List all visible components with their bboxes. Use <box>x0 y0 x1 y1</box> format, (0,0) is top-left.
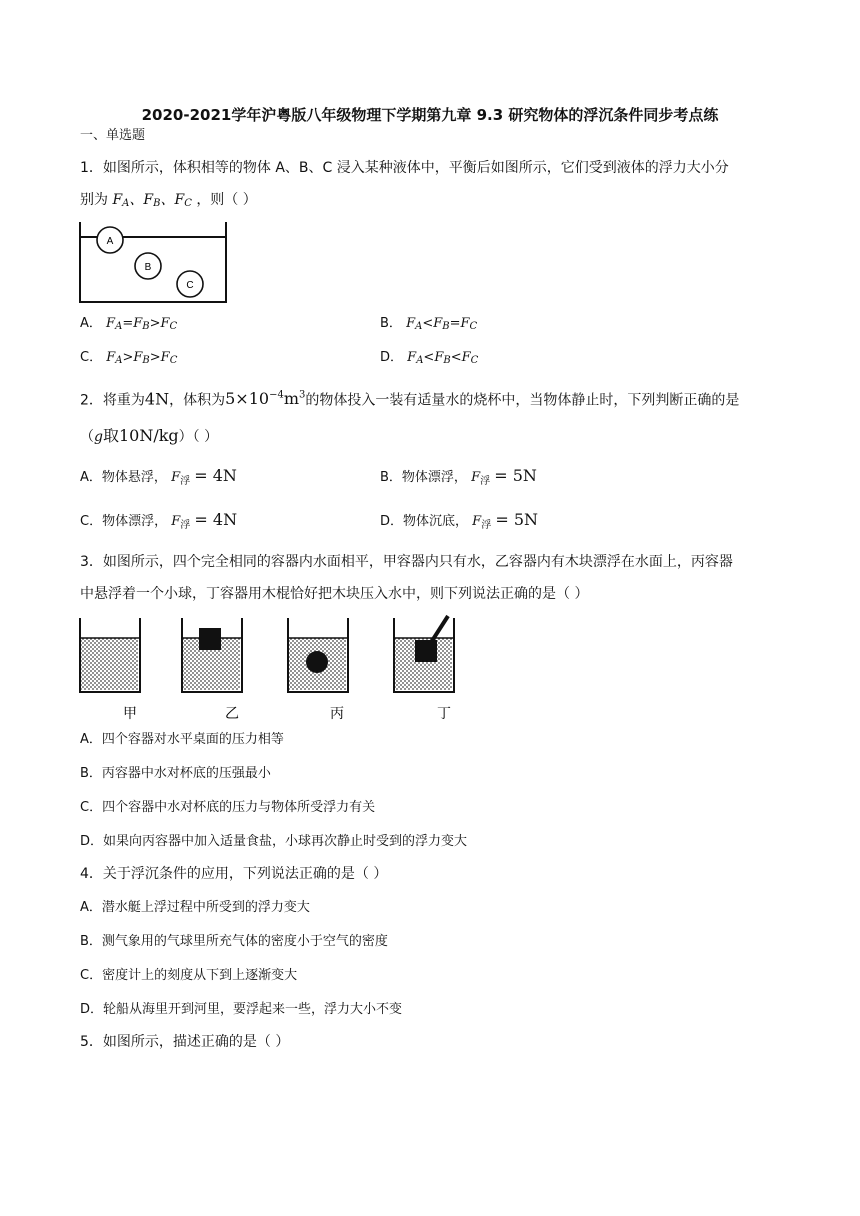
q2-stem-line2: （g取10N/kg）（ ） <box>80 426 219 445</box>
q1-option-b-letter: B． <box>380 316 402 331</box>
q3-option-d[interactable]: D．如果向丙容器中加入适量食盐，小球再次静止时受到的浮力变大 <box>80 834 468 849</box>
q1-option-b[interactable] <box>380 314 477 337</box>
q3-figure <box>76 612 476 724</box>
q4-stem: 4．关于浮沉条件的应用，下列说法正确的是（ ） <box>80 866 388 882</box>
q1-stem-prefix: 别为 <box>80 192 108 208</box>
q3-label-jia: 甲 <box>123 706 137 722</box>
q2-option-c[interactable]: C．物体漂浮， $F_浮 = 4N$ <box>80 510 238 531</box>
q4-option-c[interactable]: C．密度计上的刻度从下到上逐渐变大 <box>80 968 298 983</box>
q3-label-ding: 丁 <box>437 706 451 722</box>
q4-option-b[interactable]: B．测气象用的气球里所充气体的密度小于空气的密度 <box>80 934 388 949</box>
q2-option-a[interactable]: A．物体悬浮， $F_浮 = 4N$ <box>80 466 237 487</box>
q2-option-d[interactable]: D．物体沉底， $F_浮 = 5N$ <box>380 510 539 531</box>
q1-option-c-expr: $F_A>F_B>F_C$ <box>106 350 178 366</box>
section-heading: 一、单选题 <box>80 128 146 143</box>
q4-option-a[interactable]: A．潜水艇上浮过程中所受到的浮力变大 <box>80 900 310 915</box>
q2-weight: 4N <box>144 389 170 409</box>
q4-option-d[interactable]: D．轮船从海里开到河里，要浮起来一些，浮力大小不变 <box>80 1002 403 1017</box>
q2-mid: ，体积为 <box>169 392 226 409</box>
q1-label-b: B <box>144 262 152 273</box>
q1-figure <box>78 220 230 306</box>
q1-label-a: A <box>106 236 114 247</box>
q2-suffix: 的物体投入一装有适量水的烧杯中，当物体静止时，下列判断正确的是 <box>305 392 740 409</box>
q3-container-yi <box>182 618 242 692</box>
q1-option-c[interactable] <box>80 348 177 371</box>
q1-option-d[interactable] <box>380 348 478 371</box>
q1-option-b-expr: $F_A<F_B=F_C$ <box>406 316 478 332</box>
q3-wood-block-floating <box>199 628 221 650</box>
q2-option-c-force: $F_浮$ <box>171 514 191 531</box>
q1-stem-line2 <box>80 190 257 214</box>
page-title: 2020-2021学年沪粤版八年级物理下学期第九章 9.3 研究物体的浮沉条件同步考点练 <box>141 106 719 124</box>
q3-stem-line2: 中悬浮着一个小球，丁容器用木棍恰好把木块压入水中，则下列说法正确的是（ ） <box>80 586 589 602</box>
q3-stem-line1: 3．如图所示，四个完全相同的容器内水面相平，甲容器内只有水，乙容器内有木块漂浮在水面上，丙容器 <box>80 554 733 570</box>
q1-label-c: C <box>186 280 194 291</box>
q3-container-ding <box>394 616 454 692</box>
q2-option-a-force: $F_浮$ <box>171 470 191 487</box>
q5-stem: 5．如图所示，描述正确的是（ ） <box>80 1034 290 1050</box>
q2-prefix: 2．将重为 <box>80 392 145 409</box>
q2-g-symbol: g <box>94 429 103 445</box>
q3-container-jia <box>80 618 140 692</box>
q1-option-d-expr: $F_A<F_B<F_C$ <box>407 350 479 366</box>
q2-g-value: 取10N/kg <box>102 426 179 445</box>
q2-stem-line1 <box>80 386 739 410</box>
q1-option-a-expr: $F_A=F_B>F_C$ <box>106 316 178 332</box>
q3-option-a[interactable]: A．四个容器对水平桌面的压力相等 <box>80 732 284 747</box>
q1-force-list: $F_A$、$F_B$、$F_C$ <box>112 192 192 209</box>
q1-option-a[interactable] <box>80 314 177 337</box>
q1-stem-line1: 1．如图所示，体积相等的物体 A、B、C 浸入某种液体中，平衡后如图所示，它们受到液体的浮力大小分 <box>80 160 729 176</box>
q2-volume: $5\times 10^{-4}m^3$ <box>225 389 306 409</box>
q3-option-b[interactable]: B．丙容器中水对杯底的压强最小 <box>80 766 271 781</box>
q3-label-bing: 丙 <box>330 706 344 722</box>
q3-wood-block-submerged <box>415 640 437 662</box>
q1-stem-suffix: ，则（ ） <box>196 192 257 208</box>
q3-option-c[interactable]: C．四个容器中水对杯底的压力与物体所受浮力有关 <box>80 800 376 815</box>
q3-container-bing <box>288 618 348 692</box>
q1-option-c-letter: C． <box>80 350 103 365</box>
q2-option-b-force: $F_浮$ <box>471 470 491 487</box>
q1-option-a-letter: A． <box>80 316 102 331</box>
q2-option-d-force: $F_浮$ <box>472 514 492 531</box>
q1-option-d-letter: D． <box>380 350 404 365</box>
q2-option-b[interactable]: B．物体漂浮， $F_浮 = 5N$ <box>380 466 537 487</box>
q3-suspended-ball <box>306 651 328 673</box>
q3-label-yi: 乙 <box>225 706 239 722</box>
